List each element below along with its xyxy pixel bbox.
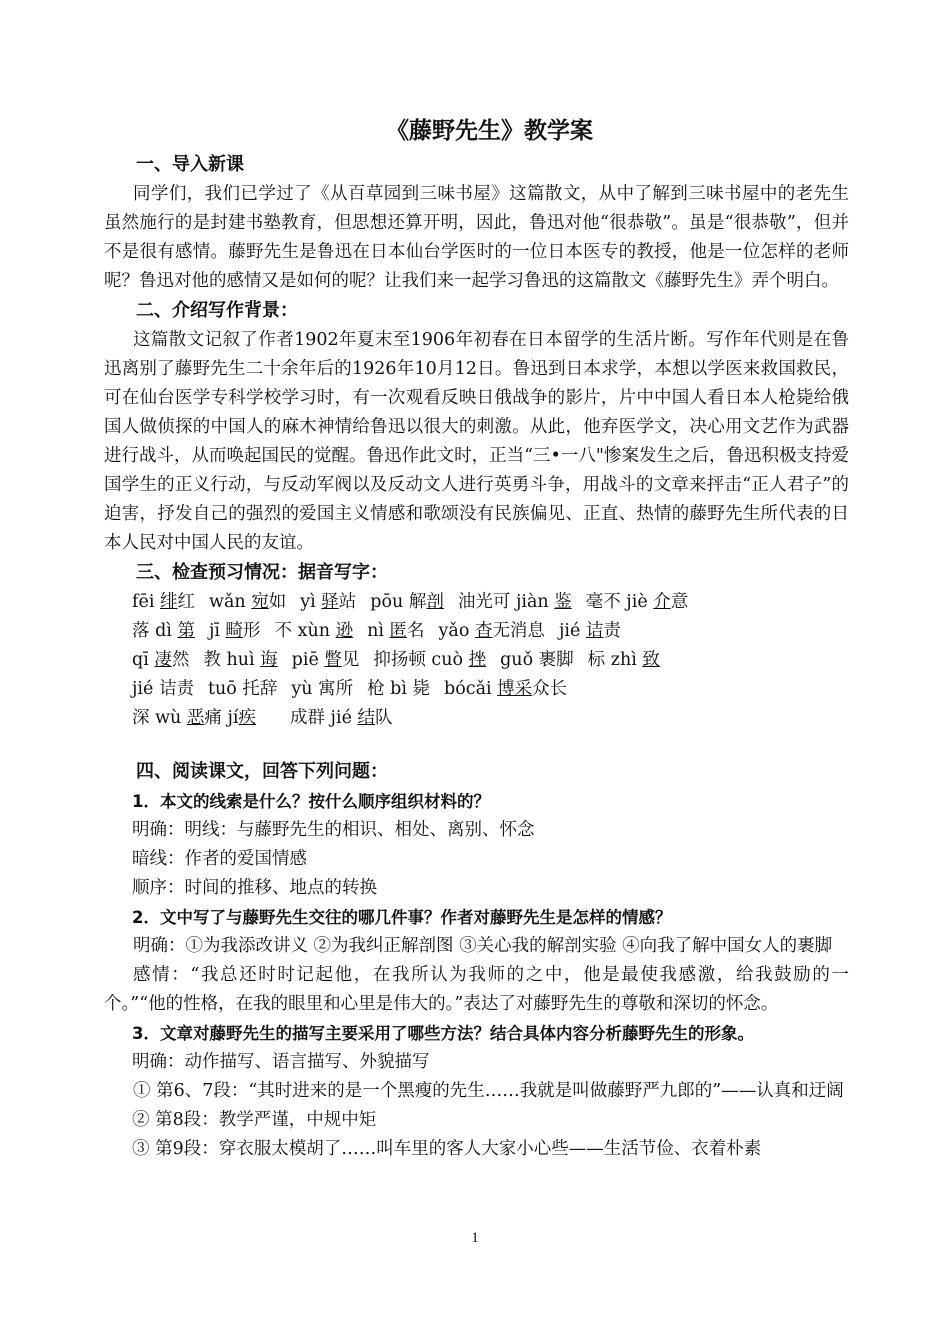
document-title: 《藤野先生》教学案 xyxy=(386,118,593,144)
pinyin-item xyxy=(588,646,660,675)
answer-character: 宛 xyxy=(251,592,269,612)
pinyin-text: wǎn xyxy=(209,592,252,612)
pinyin-text: 意 xyxy=(670,592,689,612)
pinyin-text: 站 xyxy=(338,592,357,612)
pinyin-row xyxy=(104,704,849,733)
pinyin-text: 不 xùn xyxy=(274,621,336,641)
pinyin-text: pōu 解 xyxy=(370,592,427,612)
section-heading-background: 二、介绍写作背景： xyxy=(136,300,298,321)
pinyin-text: 队 xyxy=(375,708,393,728)
answer-character: 恶 xyxy=(186,708,205,728)
pinyin-text: 枪 bì 毙 xyxy=(367,679,431,699)
pinyin-text: 形 xyxy=(243,621,261,641)
pinyin-text: 然 xyxy=(171,650,190,670)
pinyin-text: 痛 jí xyxy=(204,708,239,728)
pinyin-text: jī xyxy=(208,621,226,641)
spacer xyxy=(104,733,849,757)
answer-character: 驿 xyxy=(321,592,339,612)
answer-character: 绯 xyxy=(160,592,178,612)
answer-character: 匿 xyxy=(389,621,408,641)
pinyin-item xyxy=(373,646,486,675)
answer-character: 诲 xyxy=(260,650,278,670)
answer-character: 凄 xyxy=(154,650,172,670)
pinyin-item xyxy=(209,617,261,646)
answer-character: 畸 xyxy=(225,621,244,641)
pinyin-item xyxy=(367,617,424,646)
pinyin-item xyxy=(203,646,277,675)
pinyin-text: 红 xyxy=(177,592,195,612)
pinyin-item xyxy=(132,588,195,617)
answer-character: 杳 xyxy=(474,621,493,641)
section-heading-reading: 四、阅读课文，回答下列问题： xyxy=(136,761,388,782)
pinyin-row xyxy=(104,588,849,617)
pinyin-item xyxy=(292,646,360,675)
pinyin-item xyxy=(586,588,689,617)
answer-paragraph: 感情：“我总还时时记起他，在我所认为我师的之中，他是最使我感激，给我鼓励的一个。”“他的性格，在我的眼里和心里是伟大的。”表达了对藤野先生的尊敬和深切的怀念。 xyxy=(104,965,849,1014)
pinyin-text: yǎo xyxy=(438,621,475,641)
answer-character: 第 xyxy=(177,621,195,641)
question-1: 1．本文的线索是什么？按什么顺序组织材料的？ xyxy=(132,792,490,811)
pinyin-text: 深 wù xyxy=(132,708,187,728)
answer-character: 瞥 xyxy=(324,650,342,670)
pinyin-item xyxy=(132,646,189,675)
pinyin-text: 油光可 jiàn xyxy=(457,592,555,612)
pinyin-text: 标 zhì xyxy=(587,650,643,670)
page-number: 1 xyxy=(471,1230,479,1246)
pinyin-item xyxy=(500,646,574,675)
answer-character: 鉴 xyxy=(554,592,572,612)
pinyin-item xyxy=(458,588,572,617)
answer-line: ② 第8段：教学严谨，中规中矩 xyxy=(132,1110,377,1130)
pinyin-text: yì xyxy=(300,592,322,612)
pinyin-item xyxy=(559,617,621,646)
pinyin-item xyxy=(370,588,444,617)
pinyin-text: 教 huì xyxy=(203,650,261,670)
answer-character: 结 xyxy=(357,708,375,728)
intro-paragraph: 同学们，我们已学过了《从百草园到三味书屋》这篇散文，从中了解到三味书屋中的老先生虽然施行的是封建书塾教育，但思想还算开明，因此，鲁迅对他“很恭敬”。虽是“很恭敬”，但并不是很有感情。藤野先生是鲁迅在日本仙台学医时的一位日本医专的教授，他是一位怎样的老师呢？鲁迅对他的感情又是如何的呢？让我们来一起学习鲁迅的这篇散文《藤野先生》弄个明白。 xyxy=(104,184,849,291)
pinyin-text: 责 xyxy=(603,621,621,641)
pinyin-text: 毫不 jiè xyxy=(585,592,654,612)
pinyin-text: 见 xyxy=(341,650,360,670)
background-paragraph: 这篇散文记叙了作者1902年夏末至1906年初春在日本留学的生活片断。写作年代则是在鲁迅离别了藤野先生二十余年后的1926年10月12日。鲁迅到日本求学，本想以学医来救国救民，可在仙台医学专科学校学习时，有一次观看反映日俄战争的影片，片中中国人看日本人枪毙给俄国人做侦探的中国人的麻木神情给鲁迅以很大的刺激。从此，他弃医学文，决心用文艺作为武器进行战斗，从而唤起国民的觉醒。鲁迅作此文时，正当“三•一八"惨案发生之后，鲁迅积极支持爱国学生的正义行动，与反动军阀以及反动文人进行英勇斗争，用战斗的文章来抨击“正人君子”的迫害，抒发自己的强烈的爱国主义情感和歌颂没有民族偏见、正直、热情的藤野先生所代表的日本人民对中国人民的友谊。 xyxy=(104,330,849,553)
answer-line: 顺序：时间的推移、地点的转换 xyxy=(132,878,377,898)
answer-line: 暗线：作者的爱国情感 xyxy=(132,849,307,869)
answer-character: 剖 xyxy=(426,592,444,612)
pinyin-row xyxy=(104,675,849,704)
pinyin-item xyxy=(290,704,393,733)
pinyin-text: jié xyxy=(558,621,586,641)
document-page xyxy=(104,112,849,1164)
pinyin-text: jié 诘责 xyxy=(132,679,194,699)
section-heading-preview: 三、检查预习情况：据音写字： xyxy=(136,562,388,583)
pinyin-item xyxy=(444,675,567,704)
pinyin-text: piē xyxy=(291,650,325,670)
pinyin-item xyxy=(208,675,277,704)
answer-character: 逊 xyxy=(335,621,354,641)
pinyin-text: tuō 托辞 xyxy=(207,679,278,699)
answer-character: 诘 xyxy=(585,621,604,641)
pinyin-text: 无消息 xyxy=(492,621,545,641)
pinyin-item xyxy=(367,675,430,704)
pinyin-item xyxy=(132,704,238,733)
pinyin-text: 众长 xyxy=(532,679,568,699)
pinyin-item xyxy=(439,617,545,646)
answer-line: 明确：明线：与藤野先生的相识、相处、离别、怀念 xyxy=(132,820,535,840)
pinyin-item xyxy=(132,675,194,704)
pinyin-text: fēi xyxy=(132,592,160,612)
pinyin-item xyxy=(300,588,356,617)
pinyin-item xyxy=(238,704,256,733)
pinyin-row xyxy=(104,617,849,646)
answer-line: 明确：动作描写、语言描写、外貌描写 xyxy=(132,1052,430,1072)
answer-character: 介 xyxy=(653,592,671,612)
answer-paragraph: 明确：①为我添改讲义 ②为我纠正解剖图 ③关心我的解剖实验 ④向我了解中国女人的裹脚 xyxy=(133,936,833,956)
pinyin-text: 抑扬顿 cuò xyxy=(373,650,469,670)
pinyin-text: 落 dì xyxy=(132,621,178,641)
pinyin-item xyxy=(209,588,286,617)
answer-paragraph: ① 第6、7段：“其时进来的是一个黑瘦的先生……我就是叫做藤野严九郎的”——认真和迂阔 xyxy=(133,1081,844,1101)
pinyin-item xyxy=(291,675,353,704)
question-3: 3．文章对藤野先生的描写主要采用了哪些方法？结合具体内容分析藤野先生的形象。 xyxy=(132,1024,754,1043)
pinyin-text: 名 xyxy=(407,621,425,641)
answer-line: ③ 第9段：穿衣服太模胡了……叫车里的客人大家小心些——生活节俭、衣着朴素 xyxy=(132,1139,762,1159)
answer-character: 博采 xyxy=(497,679,533,699)
section-heading-intro: 一、导入新课 xyxy=(136,154,244,175)
pinyin-text: 成群 jié xyxy=(289,708,358,728)
pinyin-text: guǒ 裹脚 xyxy=(500,650,574,670)
pinyin-text: nì xyxy=(367,621,390,641)
question-2: 2．文中写了与藤野先生交往的哪几件事？作者对藤野先生是怎样的情感？ xyxy=(132,908,672,927)
pinyin-text: qī xyxy=(132,650,155,670)
pinyin-item xyxy=(275,617,354,646)
pinyin-item xyxy=(132,617,195,646)
pinyin-exercise xyxy=(104,588,849,733)
answer-character: 挫 xyxy=(468,650,487,670)
answer-character: 致 xyxy=(642,650,660,670)
pinyin-text: 如 xyxy=(268,592,287,612)
pinyin-text: yù 寓所 xyxy=(291,679,354,699)
pinyin-row xyxy=(104,646,849,675)
answer-character: 疾 xyxy=(238,708,256,728)
pinyin-text: bócǎi xyxy=(444,679,498,699)
